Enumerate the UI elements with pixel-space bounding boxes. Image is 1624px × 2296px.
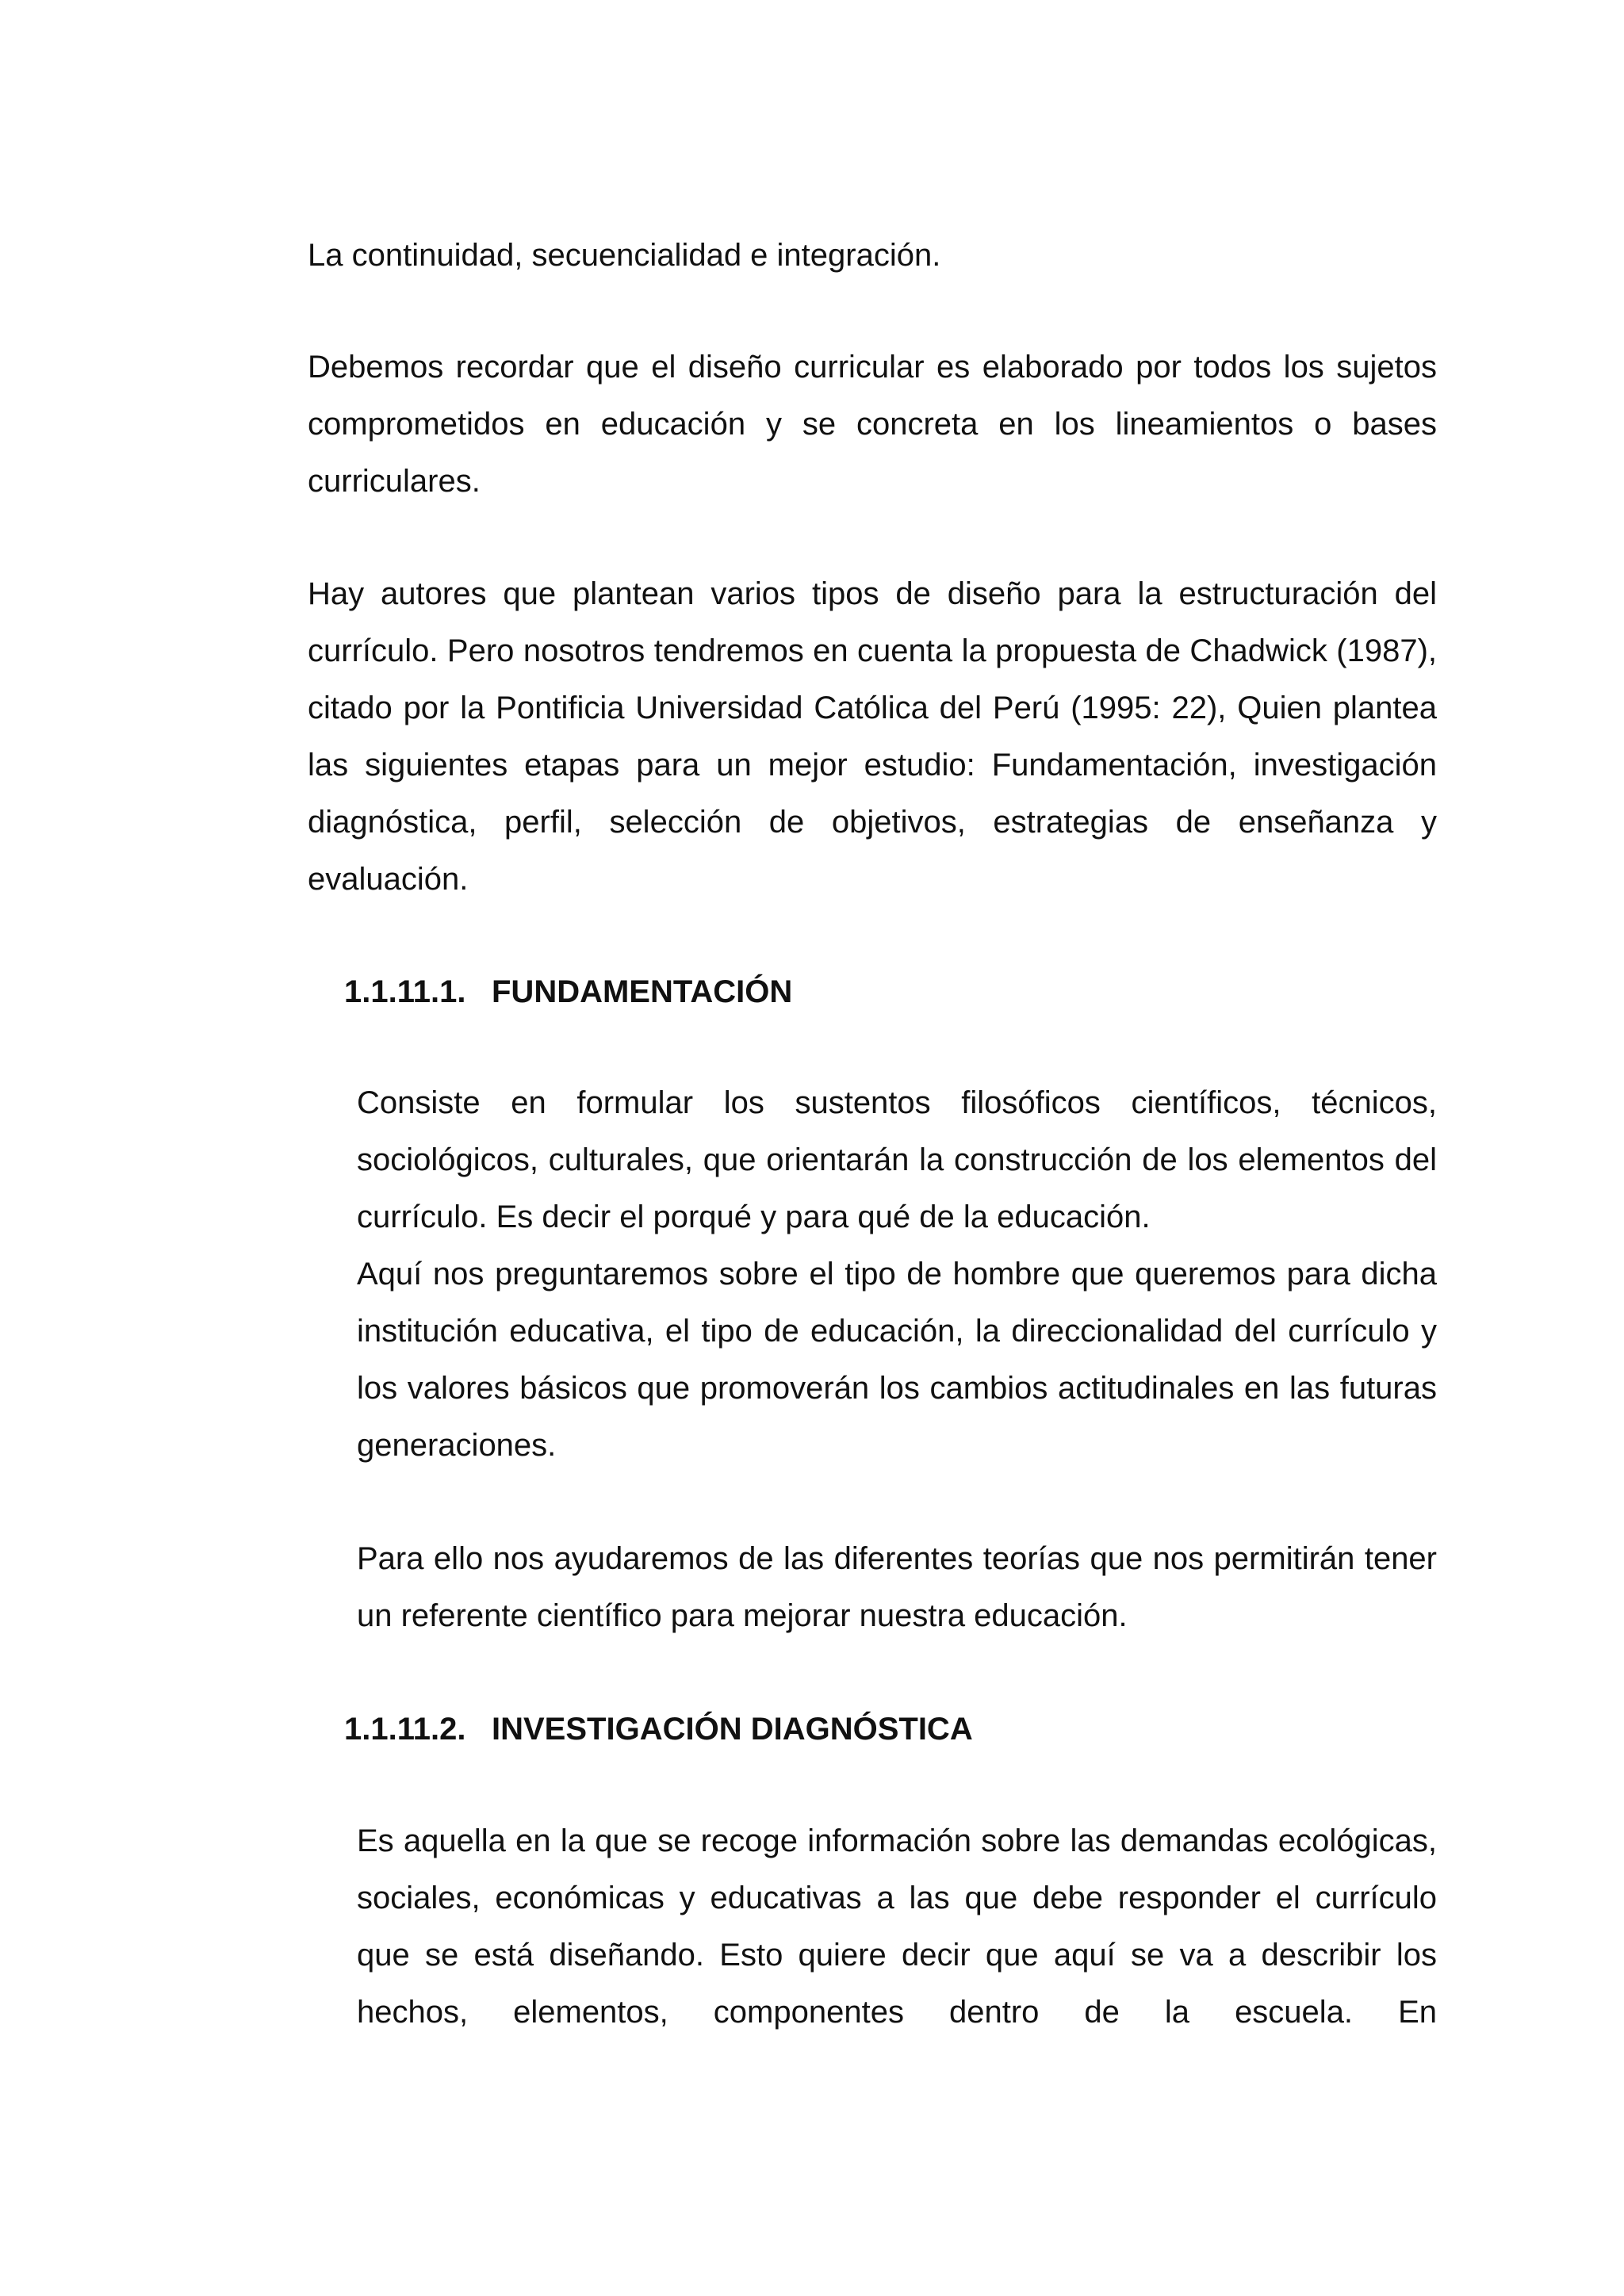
section-title: FUNDAMENTACIÓN [492, 974, 793, 1009]
section-number: 1.1.11.1. [344, 974, 466, 1009]
section-heading-fundamentacion [344, 963, 792, 1020]
paragraph-continuity: La continuidad, secuencialidad e integración. [308, 238, 941, 273]
paragraph-design-types: Hay autores que plantean varios tipos de diseño para la estructuración del currículo. Pero nosotros tendremos en cuenta la propuesta de Chadwick (1987), citado por la Pontificia Universidad Católica del Perú (1995: 22), Quien plantea las siguientes etapas para un mejor estudio: Fundamentación, investigación diagnóstica, perfil, selección de objetivos, estrategias de enseñanza y evaluación. [308, 576, 1437, 897]
paragraph-fundamentacion-questions: Aquí nos preguntaremos sobre el tipo de hombre que queremos para dicha institución educativa, el tipo de educación, la direccionalidad del currículo y los valores básicos que promoverán los cambios actitudinales en las futuras generaciones. [357, 1257, 1437, 1463]
paragraph-fundamentacion-definition: Consiste en formular los sustentos filosóficos científicos, técnicos, sociológicos, culturales, que orientarán la construcción de los elementos del currículo. Es decir el porqué y para qué de la educación. [357, 1085, 1437, 1234]
section-heading-investigacion [344, 1701, 973, 1758]
paragraph-fundamentacion-theories: Para ello nos ayudaremos de las diferentes teorías que nos permitirán tener un referente científico para mejorar nuestra educación. [357, 1541, 1437, 1633]
section-number: 1.1.11.2. [344, 1712, 466, 1747]
paragraph-curricular-design: Debemos recordar que el diseño curricular es elaborado por todos los sujetos comprometidos en educación y se concreta en los lineamientos o bases curriculares. [308, 350, 1437, 499]
section-title: INVESTIGACIÓN DIAGNÓSTICA [492, 1712, 973, 1747]
paragraph-investigacion-definition: Es aquella en la que se recoge información sobre las demandas ecológicas, sociales, económicas y educativas a las que debe responder el currículo que se está diseñando. Esto quiere decir que aquí se va a describir los hechos, elementos, componentes dentro de la escuela. En [357, 1823, 1437, 2030]
